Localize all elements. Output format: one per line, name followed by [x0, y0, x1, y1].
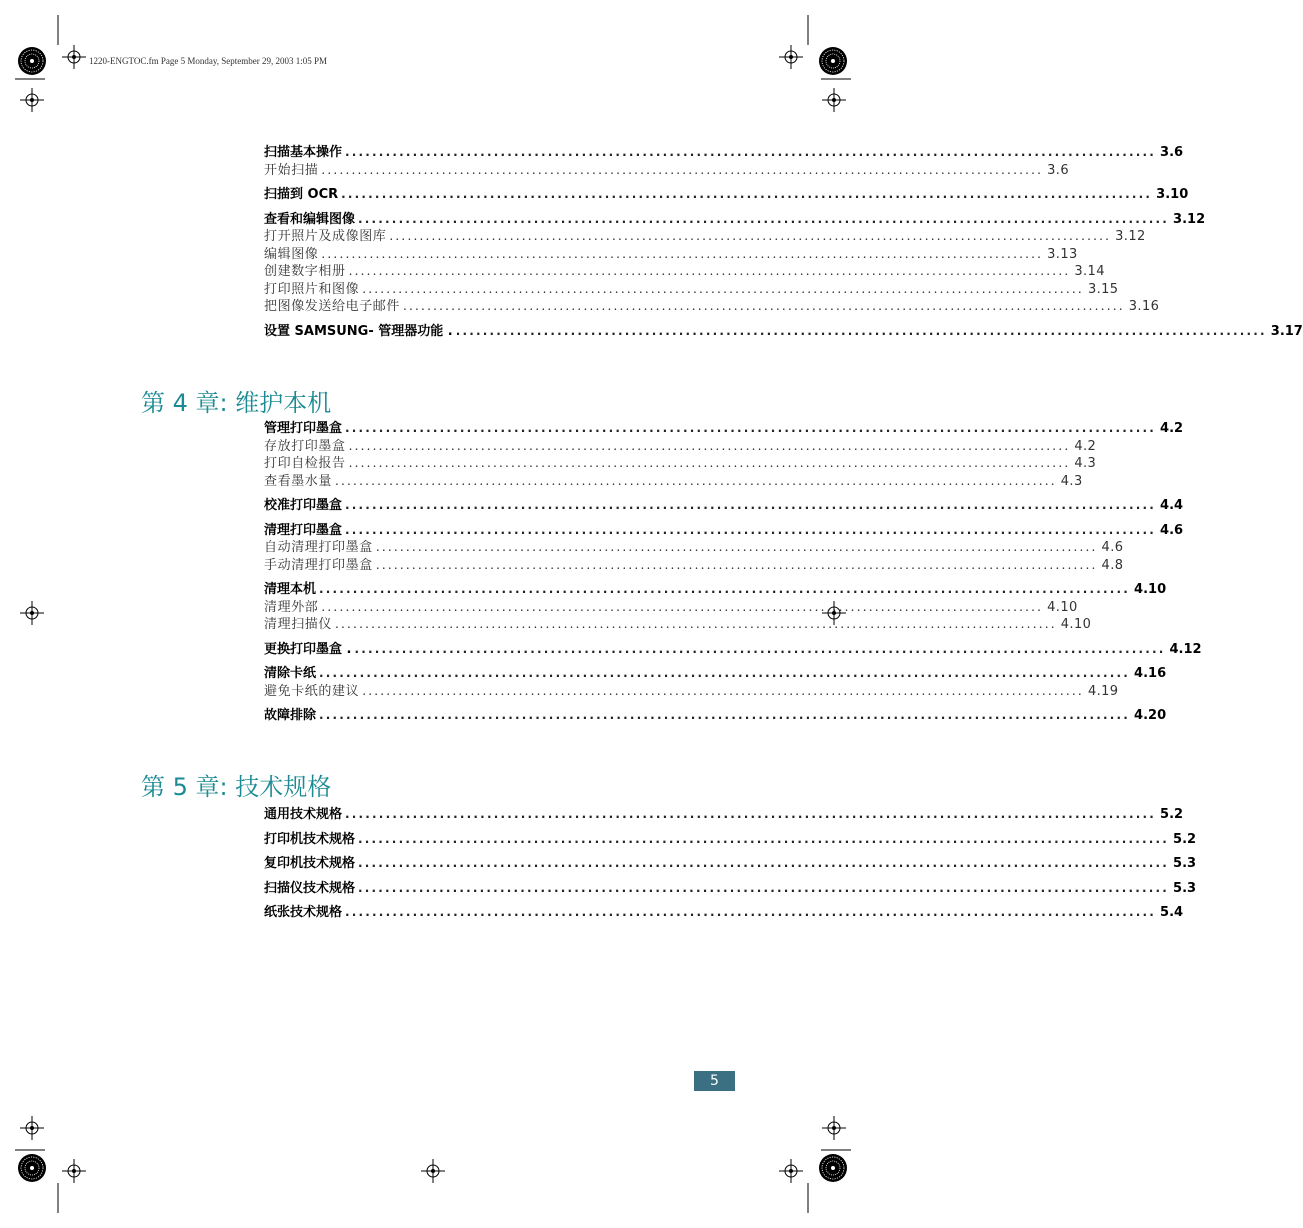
toc-entry-label: 清理外部 [264, 599, 319, 615]
toc-entry-label: 打印自检报告 [264, 456, 346, 471]
toc-section-chapter3 [264, 144, 1303, 340]
toc-leader-dots: ........................................................................................................................ [345, 807, 1157, 821]
toc-leader-dots: ........................................................................................................................ [345, 498, 1157, 512]
toc-leader-dots: ........................................................................................................................ [358, 211, 1170, 226]
toc-leader-dots: ........................................................................................................................ [455, 323, 1267, 338]
toc-entry[interactable] [264, 497, 1184, 515]
toc-entry-page: 4.10 [1060, 617, 1092, 632]
toc-entry-page: 4.8 [1101, 557, 1124, 573]
toc-entry-page: 4.2 [1160, 421, 1184, 436]
toc-entry-label: 把图像发送给电子邮件 [264, 299, 401, 314]
toc-entry-label: 查看和编辑图像 [264, 211, 356, 227]
toc-entry-label: 编辑图像 [264, 246, 319, 262]
toc-entry[interactable] [264, 522, 1184, 540]
toc-leader-dots: ........................................................................................................................ [335, 617, 1057, 631]
toc-entry-label: 故障排除 [264, 708, 317, 723]
toc-leader-dots: ........................................................................................................................ [389, 229, 1112, 243]
toc-leader-dots: ........................................................................................................................ [362, 683, 1084, 698]
toc-entry-page: 3.12 [1115, 229, 1146, 244]
toc-entry-page: 4.3 [1060, 473, 1083, 489]
toc-leader-dots: ........................................................................................................................ [348, 264, 1071, 278]
toc-entry[interactable] [264, 263, 1105, 281]
toc-entry-page: 4.6 [1160, 522, 1184, 538]
toc-leader-dots: ........................................................................................................................ [321, 162, 1044, 177]
toc-entry[interactable] [264, 641, 1202, 659]
toc-entry[interactable] [264, 144, 1184, 162]
toc-entry-page: 5.3 [1173, 856, 1197, 871]
toc-leader-dots: ........................................................................................................................ [403, 299, 1125, 313]
toc-entry-label: 避免卡纸的建议 [264, 683, 360, 699]
toc-entry[interactable] [264, 665, 1167, 683]
toc-leader-dots: ........................................................................................................................ [341, 187, 1153, 201]
toc-entry[interactable] [264, 880, 1197, 898]
toc-entry-label: 复印机技术规格 [264, 856, 356, 871]
toc-entry[interactable] [264, 438, 1097, 456]
toc-entry[interactable] [264, 557, 1124, 575]
toc-leader-dots: ........................................................................................................................ [354, 641, 1166, 656]
toc-leader-dots: ........................................................................................................................ [348, 456, 1071, 470]
toc-entry[interactable] [264, 616, 1092, 634]
print-header: 1220-ENGTOC.fm Page 5 Monday, September 29, 2003 1:05 PM [89, 56, 327, 66]
toc-entry-page: 3.14 [1074, 264, 1105, 279]
toc-entry-label: 更换打印墨盒 . [264, 641, 352, 657]
page-number: 5 [694, 1071, 735, 1091]
toc-entry-page: 5.3 [1173, 880, 1197, 896]
toc-entry-page: 4.20 [1134, 708, 1167, 723]
toc-leader-dots: ........................................................................................................................ [358, 856, 1170, 870]
toc-entry[interactable] [264, 683, 1119, 701]
toc-entry-label: 扫描到 OCR [264, 187, 339, 202]
toc-entry-page: 3.13 [1047, 246, 1078, 262]
toc-entry-label: 查看墨水量 [264, 473, 333, 489]
toc-leader-dots: ........................................................................................................................ [358, 880, 1170, 895]
toc-entry[interactable] [264, 162, 1070, 180]
toc-entry-page: 4.10 [1047, 599, 1078, 615]
toc-leader-dots: ........................................................................................................................ [321, 599, 1044, 614]
toc-leader-dots: ........................................................................................................................ [375, 540, 1098, 554]
toc-entry-page: 4.10 [1134, 582, 1167, 597]
toc-entry[interactable] [264, 298, 1160, 316]
toc-entry[interactable] [264, 323, 1303, 341]
toc-entry-label: 扫描基本操作 [264, 145, 343, 160]
toc-leader-dots: ........................................................................................................................ [375, 557, 1098, 572]
toc-entry[interactable] [264, 806, 1184, 824]
toc-entry-page: 4.4 [1160, 498, 1184, 513]
toc-entry-label: 手动清理打印墨盒 [264, 557, 373, 573]
toc-entry[interactable] [264, 473, 1083, 491]
toc-entry[interactable] [264, 581, 1167, 599]
toc-entry-page: 3.15 [1087, 281, 1119, 297]
toc-leader-dots: ........................................................................................................................ [348, 438, 1071, 453]
toc-entry-page: 3.6 [1160, 145, 1184, 160]
toc-entry-label: 存放打印墨盒 [264, 438, 346, 454]
toc-entry-page: 5.4 [1160, 905, 1184, 920]
toc-entry[interactable] [264, 599, 1078, 617]
toc-entry[interactable] [264, 186, 1189, 204]
toc-section-chapter4 [264, 420, 1202, 725]
toc-entry-label: 管理打印墨盒 [264, 421, 343, 436]
toc-entry-page: 3.17 [1270, 323, 1303, 339]
toc-leader-dots: ........................................................................................................................ [345, 522, 1157, 537]
toc-entry[interactable] [264, 281, 1119, 299]
toc-leader-dots: ........................................................................................................................ [321, 246, 1044, 261]
toc-leader-dots: ........................................................................................................................ [335, 473, 1057, 488]
toc-entry-label: 自动清理打印墨盒 [264, 540, 373, 555]
toc-entry-label: 清理扫描仪 [264, 617, 333, 632]
toc-entry-label: 设置 SAMSUNG- 管理器功能 . [264, 323, 453, 339]
toc-entry-page: 4.2 [1074, 438, 1097, 454]
toc-leader-dots: ........................................................................................................................ [319, 666, 1131, 680]
toc-entry-label: 打印机技术规格 [264, 831, 356, 847]
chapter5-title: 第 5 章: 技术规格 [141, 773, 332, 801]
toc-entry-label: 通用技术规格 [264, 807, 343, 822]
toc-leader-dots: ........................................................................................................................ [345, 145, 1157, 159]
toc-entry-page: 3.10 [1156, 187, 1189, 202]
toc-entry-label: 清除卡纸 [264, 666, 317, 681]
toc-entry-label: 清理本机 [264, 582, 317, 597]
toc-entry-page: 4.12 [1169, 641, 1202, 657]
toc-entry-page: 3.12 [1173, 211, 1206, 227]
toc-entry-page: 4.16 [1134, 666, 1167, 681]
toc-leader-dots: ........................................................................................................................ [358, 831, 1170, 846]
toc-entry[interactable] [264, 855, 1197, 873]
toc-entry-page: 4.3 [1074, 456, 1097, 471]
toc-entry-page: 4.19 [1087, 683, 1119, 699]
toc-leader-dots: ........................................................................................................................ [345, 905, 1157, 919]
toc-entry-label: 创建数字相册 [264, 264, 346, 279]
toc-entry[interactable] [264, 539, 1124, 557]
toc-leader-dots: ........................................................................................................................ [362, 281, 1084, 296]
toc-entry-label: 清理打印墨盒 [264, 522, 343, 538]
toc-entry-label: 校准打印墨盒 [264, 498, 343, 513]
toc-entry[interactable] [264, 831, 1197, 849]
toc-entry-page: 3.6 [1047, 162, 1070, 178]
toc-entry-label: 扫描仪技术规格 [264, 880, 356, 896]
toc-entry-page: 5.2 [1173, 831, 1197, 847]
toc-leader-dots: ........................................................................................................................ [345, 421, 1157, 435]
toc-entry-label: 开始扫描 [264, 162, 319, 178]
toc-entry-label: 打开照片及成像图库 [264, 229, 387, 244]
toc-entry-label: 打印照片和图像 [264, 281, 360, 297]
toc-entry[interactable] [264, 246, 1078, 264]
toc-leader-dots: ........................................................................................................................ [319, 582, 1131, 596]
toc-entry-label: 纸张技术规格 [264, 905, 343, 920]
toc-entry[interactable] [264, 211, 1206, 229]
toc-entry[interactable] [264, 904, 1184, 922]
toc-entry-page: 4.6 [1101, 540, 1124, 555]
toc-leader-dots: ........................................................................................................................ [319, 708, 1131, 722]
chapter4-title: 第 4 章: 维护本机 [141, 389, 332, 417]
toc-entry[interactable] [264, 420, 1184, 438]
toc-section-chapter5 [264, 806, 1197, 922]
toc-entry[interactable] [264, 455, 1097, 473]
toc-entry[interactable] [264, 228, 1146, 246]
toc-entry[interactable] [264, 707, 1167, 725]
toc-entry-page: 5.2 [1160, 807, 1184, 822]
toc-entry-page: 3.16 [1128, 299, 1160, 314]
